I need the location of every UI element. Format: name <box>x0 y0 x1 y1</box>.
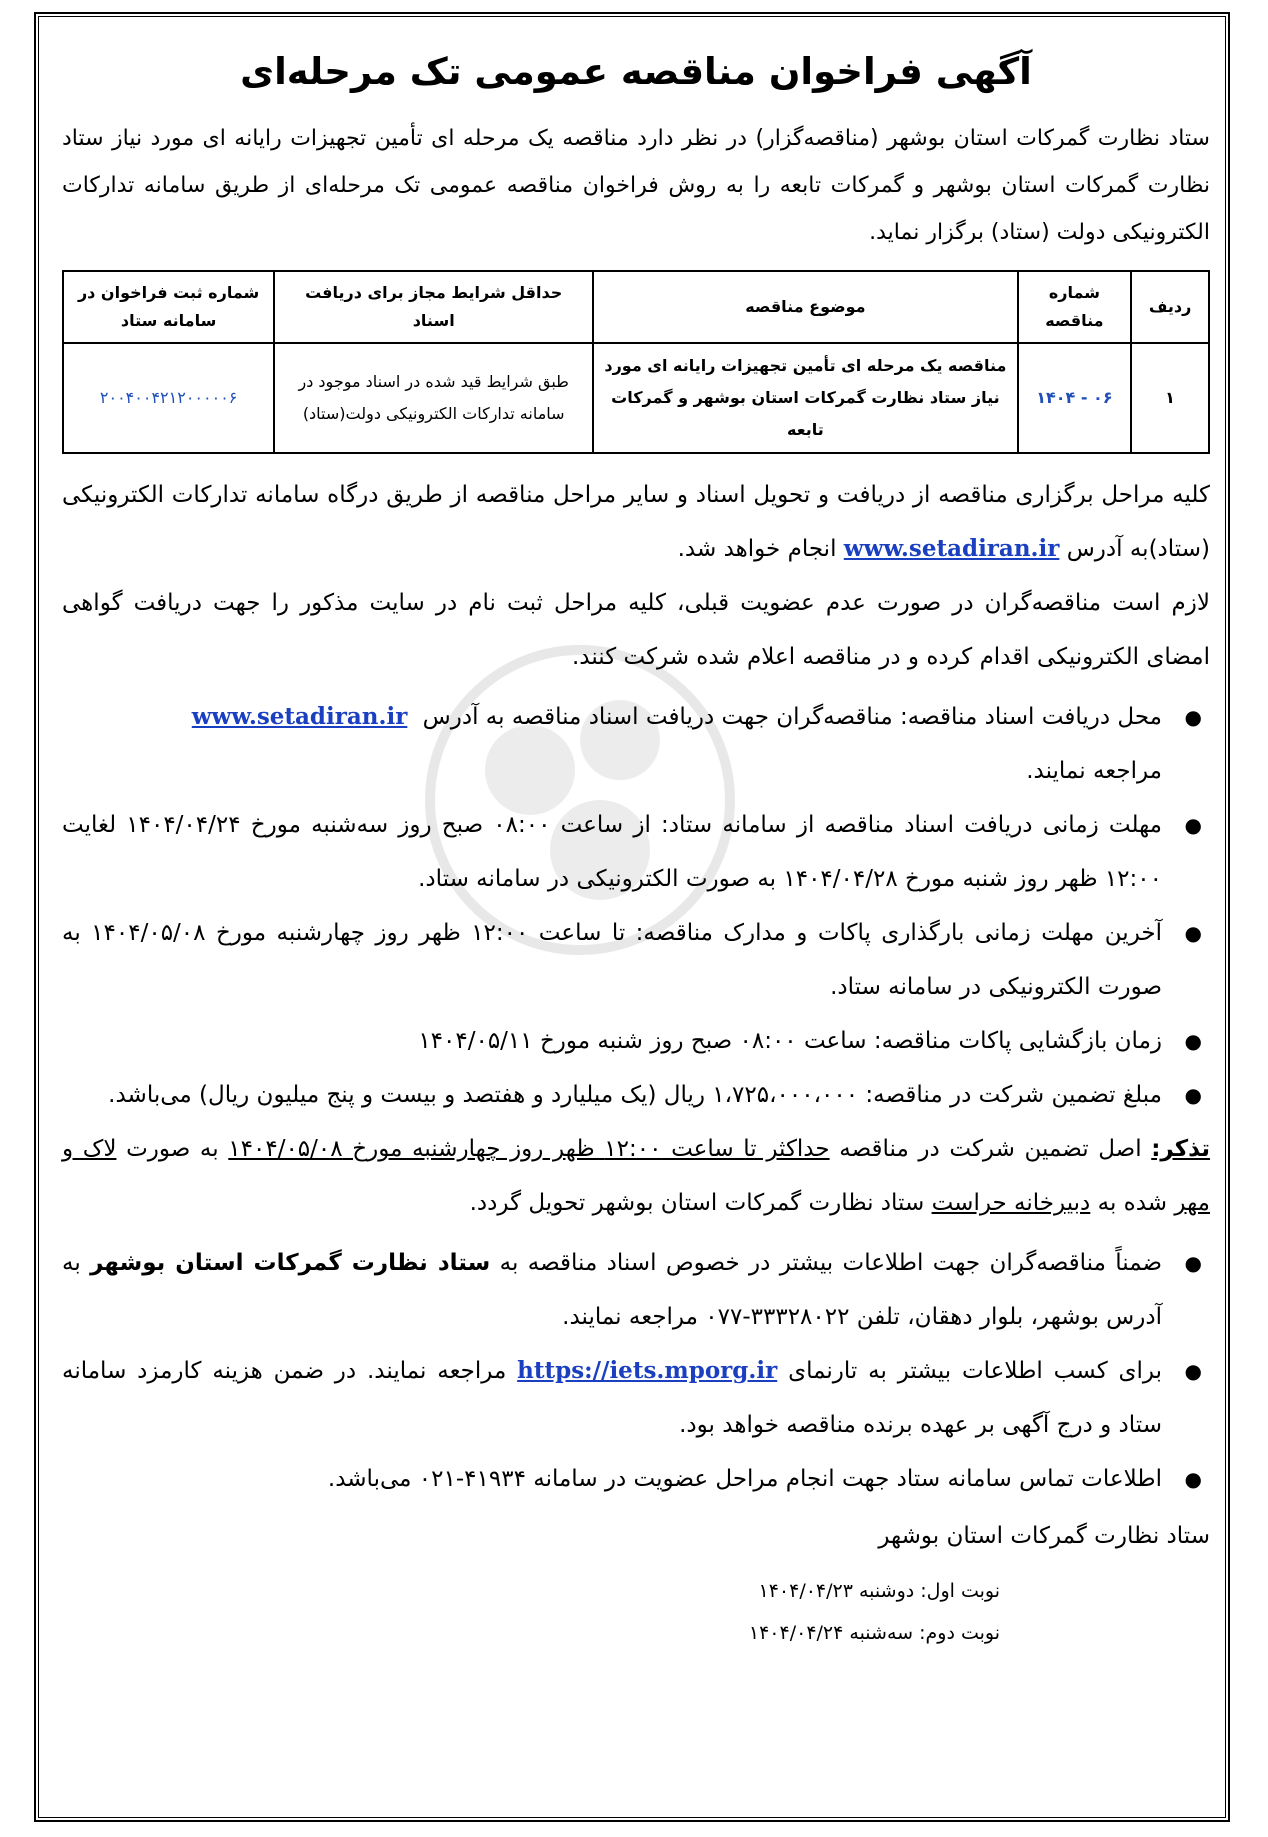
signature: ستاد نظارت گمرکات استان بوشهر <box>878 1523 1210 1549</box>
cell-tender-number: ۰۶ - ۱۴۰۴ <box>1018 343 1131 453</box>
contact-text: ضمناً مناقصه‌گران جهت اطلاعات بیشتر در خصوص اسناد مناقصه به <box>499 1250 1163 1276</box>
note-deadline: حداکثر تا ساعت ۱۲:۰۰ ظهر روز چهارشنبه مورخ ۱۴۰۴/۰۵/۰۸ <box>228 1136 830 1162</box>
opening-time-text: زمان بازگشایی پاکات مناقصه: ساعت ۰۸:۰۰ صبح روز شنبه مورخ ۱۴۰۴/۰۵/۱۱ <box>418 1028 1162 1054</box>
setad-contact-text: اطلاعات تماس سامانه ستاد جهت انجام مراحل عضویت در سامانه ۴۱۹۳۴-۰۲۱ می‌باشد. <box>327 1466 1162 1492</box>
tender-table <box>62 270 1210 454</box>
guarantee-amount-text: مبلغ تضمین شرکت در مناقصه: ۱،۷۲۵،۰۰۰،۰۰۰ ریال (یک میلیارد و هفتصد و بیست و پنج میلیون ریال) می‌باشد. <box>108 1082 1162 1108</box>
note-text-5: شده به <box>1097 1190 1168 1216</box>
publication-dates <box>62 1570 1210 1654</box>
docs-location-text: محل دریافت اسناد مناقصه: مناقصه‌گران جهت دریافت اسناد مناقصه به آدرس <box>422 704 1162 730</box>
list-item <box>62 1344 1210 1452</box>
list-item <box>62 1068 1210 1122</box>
cell-tender-subject: مناقصه یک مرحله ای تأمین تجهیزات رایانه ای مورد نیاز ستاد نظارت گمرکات استان بوشهر و گمرکات تابعه <box>593 343 1018 453</box>
list-item <box>62 1014 1210 1068</box>
announcement-page <box>62 28 1210 1654</box>
list-item <box>62 1452 1210 1506</box>
publication-first: نوبت اول: دوشنبه ۱۴۰۴/۰۴/۲۳ <box>758 1580 1000 1602</box>
note-text-1: اصل تضمین شرکت در مناقصه <box>839 1136 1142 1162</box>
note-seal: لاک و مهر <box>62 1136 1210 1216</box>
setadiran-link-docs[interactable]: www.setadiran.ir <box>191 703 408 730</box>
table-row <box>63 343 1209 453</box>
list-item <box>62 690 1210 798</box>
process-paragraph <box>62 468 1210 576</box>
guarantee-note <box>62 1122 1210 1230</box>
cell-row-index: ۱ <box>1131 343 1209 453</box>
cell-conditions: طبق شرایط قید شده در اسناد موجود در سامانه تدارکات الکترونیکی دولت(ستاد) <box>274 343 593 453</box>
upload-deadline-text: آخرین مهلت زمانی بارگذاری پاکات و مدارک مناقصه: تا ساعت ۱۲:۰۰ ظهر روز چهارشنبه مورخ ۱۴۰۴/۰۵/۰۸ به صورت الکترونیکی در سامانه ستاد. <box>62 920 1162 1000</box>
header-tender-number: شماره مناقصه <box>1018 271 1131 343</box>
bullet-icon: ● <box>1184 813 1202 837</box>
note-text-3: به صورت <box>126 1136 219 1162</box>
publication-second: نوبت دوم: سه‌شنبه ۱۴۰۴/۰۴/۲۴ <box>748 1622 1000 1644</box>
registration-paragraph: لازم است مناقصه‌گران در صورت عدم عضویت قبلی، کلیه مراحل ثبت نام در سایت مذکور را جهت دریافت گواهی امضای الکترونیکی اقدام کرده و در مناقصه اعلام شده شرکت کنند. <box>62 590 1210 670</box>
bullet-icon: ● <box>1184 1083 1202 1107</box>
list-item <box>62 798 1210 906</box>
note-secretariat: دبیرخانه حراست <box>931 1190 1091 1216</box>
note-label: تذکر: <box>1151 1136 1211 1162</box>
header-conditions: حداقل شرایط مجاز برای دریافت اسناد <box>274 271 593 343</box>
header-registration-number: شماره ثبت فراخوان در سامانه ستاد <box>63 271 274 343</box>
bullet-icon: ● <box>1184 1029 1202 1053</box>
contact-org: ستاد نظارت گمرکات استان بوشهر <box>90 1250 491 1276</box>
docs-deadline-text: مهلت زمانی دریافت اسناد مناقصه از سامانه ستاد: از ساعت ۰۸:۰۰ صبح روز سه‌شنبه مورخ ۱۴۰۴/۰۴/۲۴ لغایت ۱۲:۰۰ ظهر روز شنبه مورخ ۱۴۰۴/۰۴/۲۸ به صورت الکترونیکی در سامانه ستاد. <box>62 812 1162 892</box>
header-row-index: ردیف <box>1131 271 1209 343</box>
contact-list <box>62 1236 1210 1506</box>
cell-registration-number: ۲۰۰۴۰۰۴۲۱۲۰۰۰۰۰۶ <box>63 343 274 453</box>
process-text: کلیه مراحل برگزاری مناقصه از دریافت و تحویل اسناد و سایر مراحل مناقصه از طریق درگاه سامانه تدارکات الکترونیکی (ستاد)به آدرس <box>62 482 1210 562</box>
iets-link[interactable]: https://iets.mporg.ir <box>517 1357 778 1384</box>
setadiran-link[interactable]: www.setadiran.ir <box>843 535 1060 562</box>
docs-location-text-end: مراجعه نمایند. <box>1026 758 1162 784</box>
intro-paragraph: ستاد نظارت گمرکات استان بوشهر (مناقصه‌گزار) در نظر دارد مناقصه یک مرحله ای تأمین تجهیزات رایانه ای مورد نیاز ستاد نظارت گمرکات استان بوشهر و گمرکات تابعه را به روش فراخوان مناقصه عمومی تک مرحله‌ای از طریق سامانه تدارکات الکترونیکی دولت (ستاد) برگزار نماید. <box>62 126 1210 245</box>
bullet-icon: ● <box>1184 1467 1202 1491</box>
details-list <box>62 690 1210 1122</box>
table-header-row <box>63 271 1209 343</box>
list-item <box>62 1236 1210 1344</box>
bullet-icon: ● <box>1184 1359 1202 1383</box>
bullet-icon: ● <box>1184 921 1202 945</box>
bullet-icon: ● <box>1184 705 1202 729</box>
list-item <box>62 906 1210 1014</box>
more-info-text: برای کسب اطلاعات بیشتر به تارنمای <box>788 1358 1163 1384</box>
process-text-end: انجام خواهد شد. <box>677 536 837 562</box>
more-info-text-end: مراجعه نمایند. در ضمن هزینه کارمزد سامانه ستاد و درج آگهی بر عهده برنده مناقصه خواهد بود. <box>62 1358 1162 1438</box>
bullet-icon: ● <box>1184 1251 1202 1275</box>
note-text-7: ستاد نظارت گمرکات استان بوشهر تحویل گردد. <box>469 1190 925 1216</box>
page-title: آگهی فراخوان مناقصه عمومی تک مرحله‌ای <box>240 50 1032 93</box>
header-tender-subject: موضوع مناقصه <box>593 271 1018 343</box>
contact-address: به آدرس بوشهر، بلوار دهقان، تلفن ۳۳۳۲۸۰۲۲-۰۷۷ مراجعه نمایند. <box>62 1250 1162 1330</box>
